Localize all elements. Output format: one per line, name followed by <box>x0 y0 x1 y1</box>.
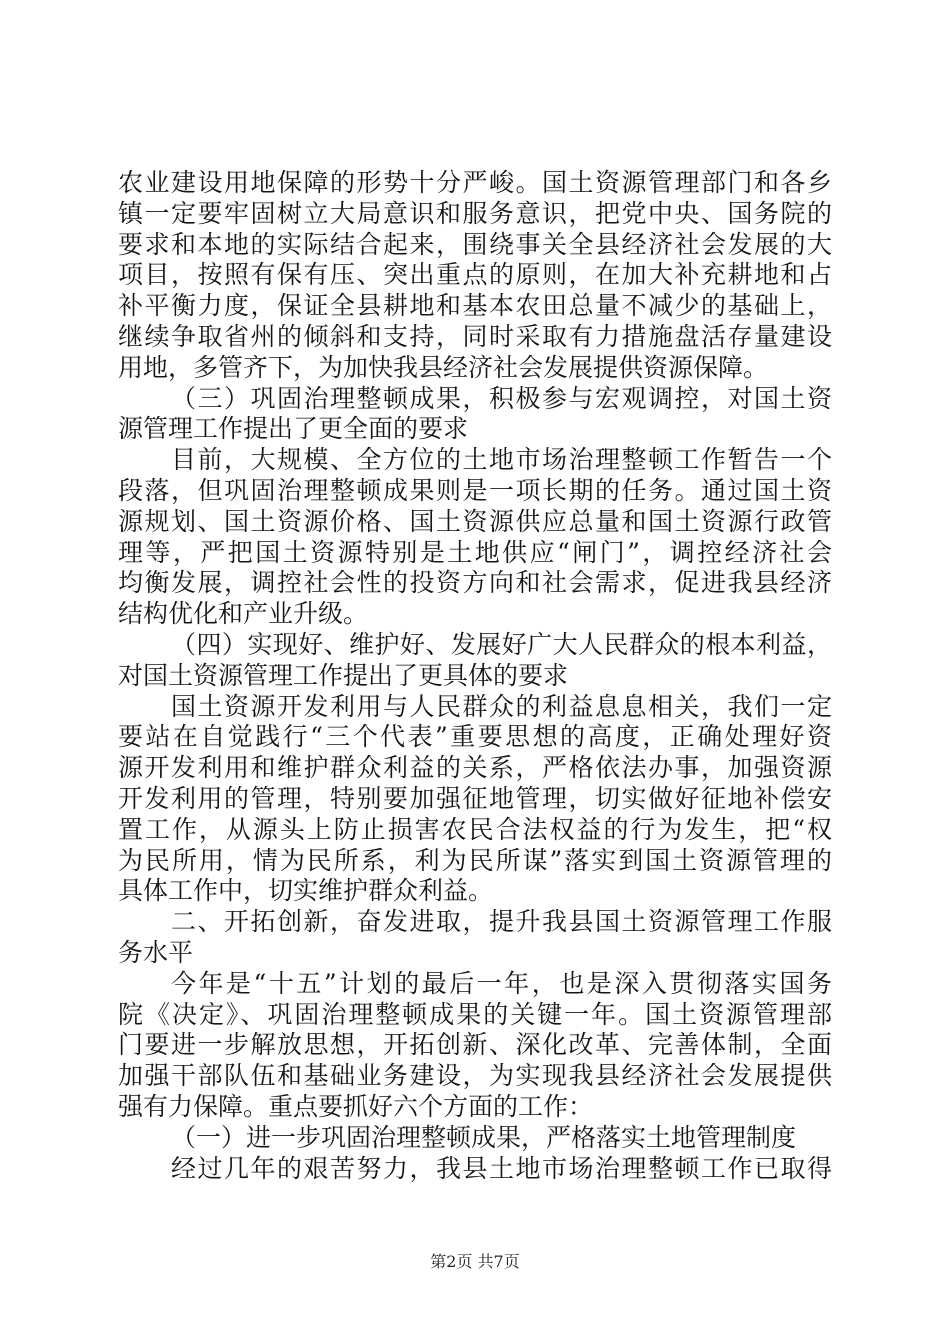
text-line: 用地，多管齐下，为加快我县经济社会发展提供资源保障。 <box>118 352 769 382</box>
text-line: 具体工作中，切实维护群众利益。 <box>118 876 494 906</box>
heading-line: 二、开拓创新，奋发进取，提升我县国土资源管理工作服 <box>171 907 832 937</box>
heading-line: 务水平 <box>118 937 194 967</box>
heading-line: （一）进一步巩固治理整顿成果，严格落实土地管理制度 <box>171 1122 797 1152</box>
text-line: 目前，大规模、全方位的土地市场治理整顿工作暂告一个 <box>171 445 832 475</box>
text-line: 要站在自觉践行“三个代表”重要思想的高度，正确处理好资 <box>118 722 832 752</box>
text-line: 开发利用的管理，特别要加强征地管理，切实做好征地补偿安 <box>118 783 832 813</box>
text-line: 段落，但巩固治理整顿成果则是一项长期的任务。通过国土资 <box>118 475 832 505</box>
text-line: 镇一定要牢固树立大局意识和服务意识，把党中央、国务院的 <box>118 198 832 228</box>
section-heading-2 <box>118 907 832 969</box>
paragraph <box>118 692 832 908</box>
text-line: 项目，按照有保有压、突出重点的原则，在加大补充耕地和占 <box>118 260 832 290</box>
text-line: 院《决定》、巩固治理整顿成果的关键一年。国土资源管理部 <box>118 999 832 1029</box>
text-line: 要求和本地的实际结合起来，围绕事关全县经济社会发展的大 <box>118 229 832 259</box>
section-heading-1 <box>118 1123 832 1154</box>
text-line: 继续争取省州的倾斜和支持，同时采取有力措施盘活存量建设 <box>118 321 832 351</box>
heading-line: （四）实现好、维护好、发展好广大人民群众的根本利益， <box>171 629 832 659</box>
text-line: 理等，严把国土资源特别是土地供应“闸门”，调控经济社会 <box>118 537 832 567</box>
document-body <box>118 168 832 1184</box>
heading-line: 源管理工作提出了更全面的要求 <box>118 414 469 444</box>
paragraph-continued <box>118 168 832 384</box>
heading-line: （三）巩固治理整顿成果，积极参与宏观调控，对国土资 <box>171 383 832 413</box>
paragraph <box>118 969 832 1123</box>
paragraph-continues <box>118 1154 832 1185</box>
section-heading-4 <box>118 630 832 692</box>
text-line: 置工作，从源头上防止损害农民合法权益的行为发生，把“权 <box>118 814 832 844</box>
text-line: 经过几年的艰苦努力，我县土地市场治理整顿工作已取得 <box>171 1153 832 1183</box>
text-line: 结构优化和产业升级。 <box>118 599 369 629</box>
section-heading-3 <box>118 384 832 446</box>
text-line: 源规划、国土资源价格、国土资源供应总量和国土资源行政管 <box>118 506 832 536</box>
text-line: 补平衡力度，保证全县耕地和基本农田总量不减少的基础上， <box>118 291 832 321</box>
page-number-footer: 第2页 共7页 <box>430 1252 520 1271</box>
text-line: 农业建设用地保障的形势十分严峻。国土资源管理部门和各乡 <box>118 168 832 197</box>
text-line: 加强干部队伍和基础业务建设，为实现我县经济社会发展提供 <box>118 1061 832 1091</box>
text-line: 今年是“十五”计划的最后一年，也是深入贯彻落实国务 <box>171 968 832 998</box>
text-line: 为民所用，情为民所系，利为民所谋”落实到国土资源管理的 <box>118 845 832 875</box>
text-line: 门要进一步解放思想，开拓创新、深化改革、完善体制，全面 <box>118 1030 832 1060</box>
text-line: 源开发利用和维护群众利益的关系，严格依法办事，加强资源 <box>118 753 832 783</box>
text-line: 均衡发展，调控社会性的投资方向和社会需求，促进我县经济 <box>118 568 832 598</box>
text-line: 国土资源开发利用与人民群众的利益息息相关，我们一定 <box>171 691 832 721</box>
text-line: 强有力保障。重点要抓好六个方面的工作： <box>118 1091 594 1121</box>
paragraph <box>118 445 832 630</box>
heading-line: 对国土资源管理工作提出了更具体的要求 <box>118 660 569 690</box>
